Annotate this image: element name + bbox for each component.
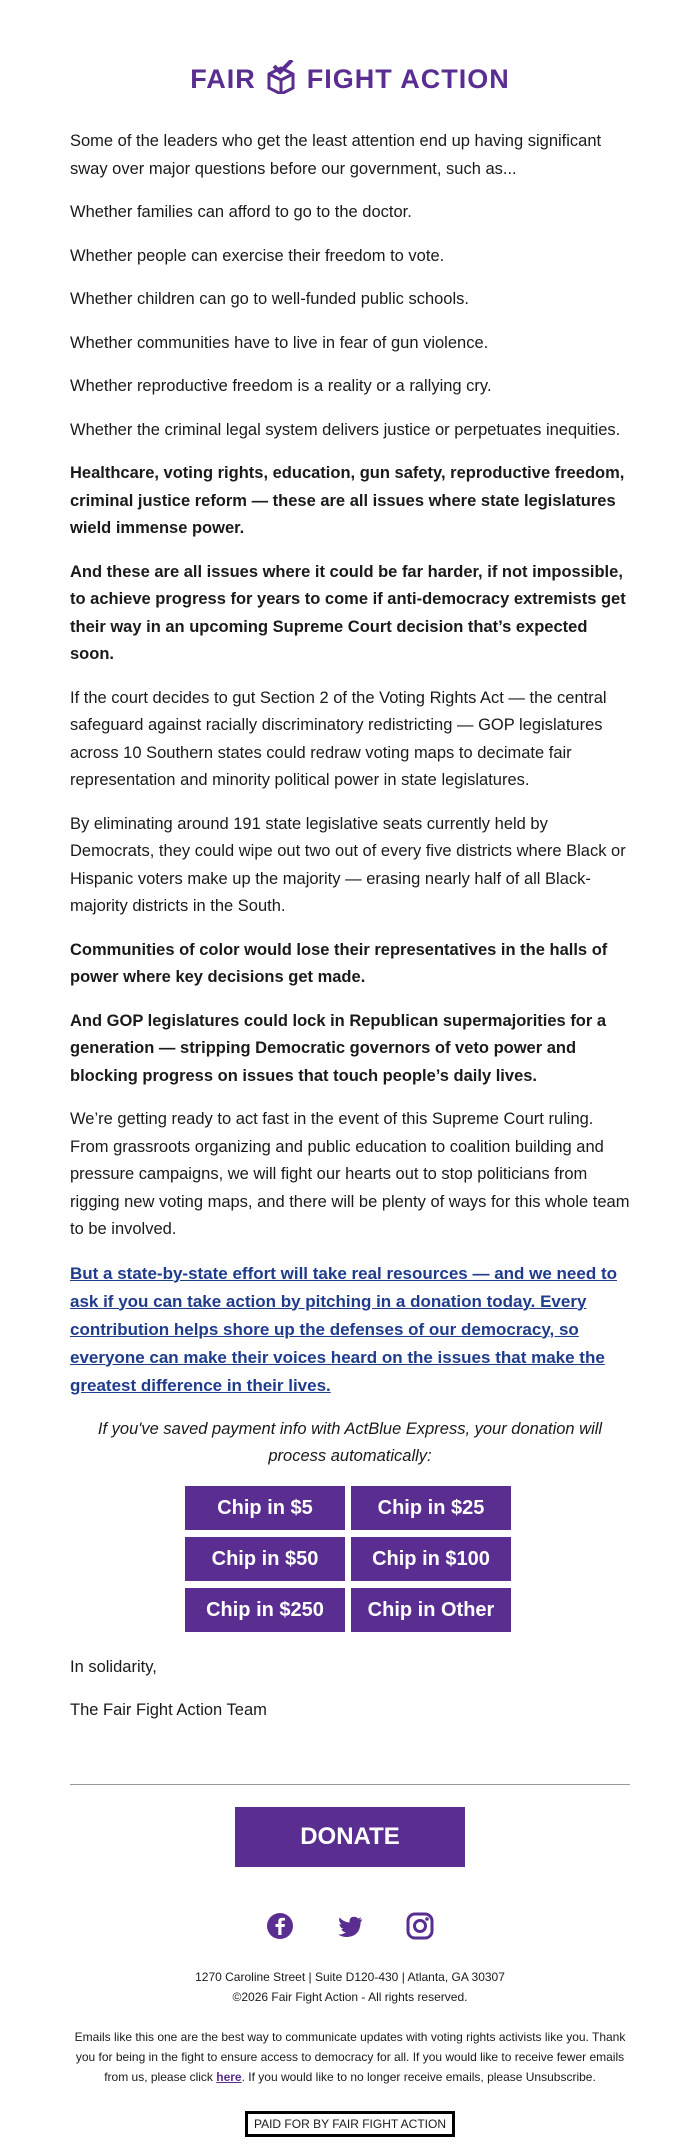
chip-in-50-button[interactable]: Chip in $50 [185,1537,345,1581]
footer-notice-text-end: . If you would like to no longer receive emails, please Unsubscribe. [241,2069,596,2084]
donate-button[interactable]: DONATE [235,1807,465,1867]
footer-address: 1270 Caroline Street | Suite D120-430 | Atlanta, GA 30307 [195,1969,505,1984]
whether-line: Whether children can go to well-funded public schools. [70,290,469,308]
chip-in-100-button[interactable]: Chip in $100 [351,1537,511,1581]
whether-line: Whether the criminal legal system delivers justice or perpetuates inequities. [70,420,621,439]
whether-line: Whether families can afford to go to the doctor. [70,203,412,221]
whether-line: Whether communities have to live in fear of gun violence. [70,333,489,352]
logo-text-right: FIGHT ACTION [306,64,510,94]
body-paragraph: By eliminating around 191 state legislative seats currently held by Democrats, they could wipe out two out of every five districts where Black or Hispanic voters make up the majority — erasing nearly half of all Black-majority districts in the South. [70,814,626,915]
signoff-line: In solidarity, [70,1657,157,1676]
footer-notice-text: Emails like this one are the best way to communicate updates with voting rights activists like you. Thank you for being in the fight to ensure access to democracy for all. If you would like to receive fewer emails from us, please click [74,2029,626,2084]
paid-for-disclaimer: PAID FOR BY FAIR FIGHT ACTION [245,2111,455,2137]
facebook-icon[interactable] [265,1911,295,1941]
instagram-icon[interactable] [405,1911,435,1941]
bold-paragraph: And GOP legislatures could lock in Republican supermajorities for a generation — stripping Democratic governors of veto power and blocking progress on issues that touch people’s daily lives. [70,1011,607,1085]
twitter-icon[interactable] [335,1911,365,1941]
chip-in-grid [185,1486,515,1632]
chip-in-250-button[interactable]: Chip in $250 [185,1588,345,1632]
logo-text-left: FAIR [190,64,256,94]
body-paragraph: If the court decides to gut Section 2 of the Voting Rights Act — the central safeguard against racially discriminatory redistricting — GOP legislatures across 10 Southern states could redraw voting maps to decimate fair representation and minority political power in state legislatures. [70,688,607,789]
preferences-link[interactable]: here [216,2069,242,2084]
chip-in-25-button[interactable]: Chip in $25 [351,1486,511,1530]
footer-address-block [70,1967,630,2007]
body-paragraph: We’re getting ready to act fast in the event of this Supreme Court ruling. From grassroots organizing and public education to coalition building and pressure campaigns, we will fight our hearts out to stop politicians from rigging new voting maps, and there will be plenty of ways for this whole team to be involved. [70,1110,630,1238]
chip-in-5-button[interactable]: Chip in $5 [185,1486,345,1530]
chip-in-other-button[interactable]: Chip in Other [351,1588,511,1632]
whether-line: Whether reproductive freedom is a reality or a rallying cry. [70,377,492,395]
donation-cta-link[interactable]: But a state-by-state effort will take real resources — and we need to ask if you can take action by pitching in a donation today. Every contribution helps shore up the defenses of our democracy, so everyone can make their voices heard on the issues that make the greatest difference in their lives. [70,1263,617,1395]
footer-notice [70,2027,630,2087]
actblue-note: If you've saved payment info with ActBlue Express, your donation will process automatically: [97,1419,603,1465]
social-links [70,1911,630,1951]
fair-fight-action-logo [70,0,630,110]
intro-paragraph: Some of the leaders who get the least attention end up having significant sway over major questions before our government, such as... [70,132,602,178]
ballot-box-check-icon [266,60,296,94]
bold-paragraph: Communities of color would lose their representatives in the halls of power where key decisions get made. [70,940,608,986]
bold-paragraph: And these are all issues where it could be far harder, if not impossible, to achieve progress for years to come if anti-democracy extremists get their way in an upcoming Supreme Court decision that’s expected soon. [70,562,626,663]
whether-line: Whether people can exercise their freedom to vote. [70,246,445,265]
bold-paragraph: Healthcare, voting rights, education, gun safety, reproductive freedom, criminal justice reform — these are all issues where state legislatures wield immense power. [70,464,625,537]
footer-copyright: ©2026 Fair Fight Action - All rights reserved. [232,1989,468,2004]
signoff-team: The Fair Fight Action Team [70,1700,267,1719]
